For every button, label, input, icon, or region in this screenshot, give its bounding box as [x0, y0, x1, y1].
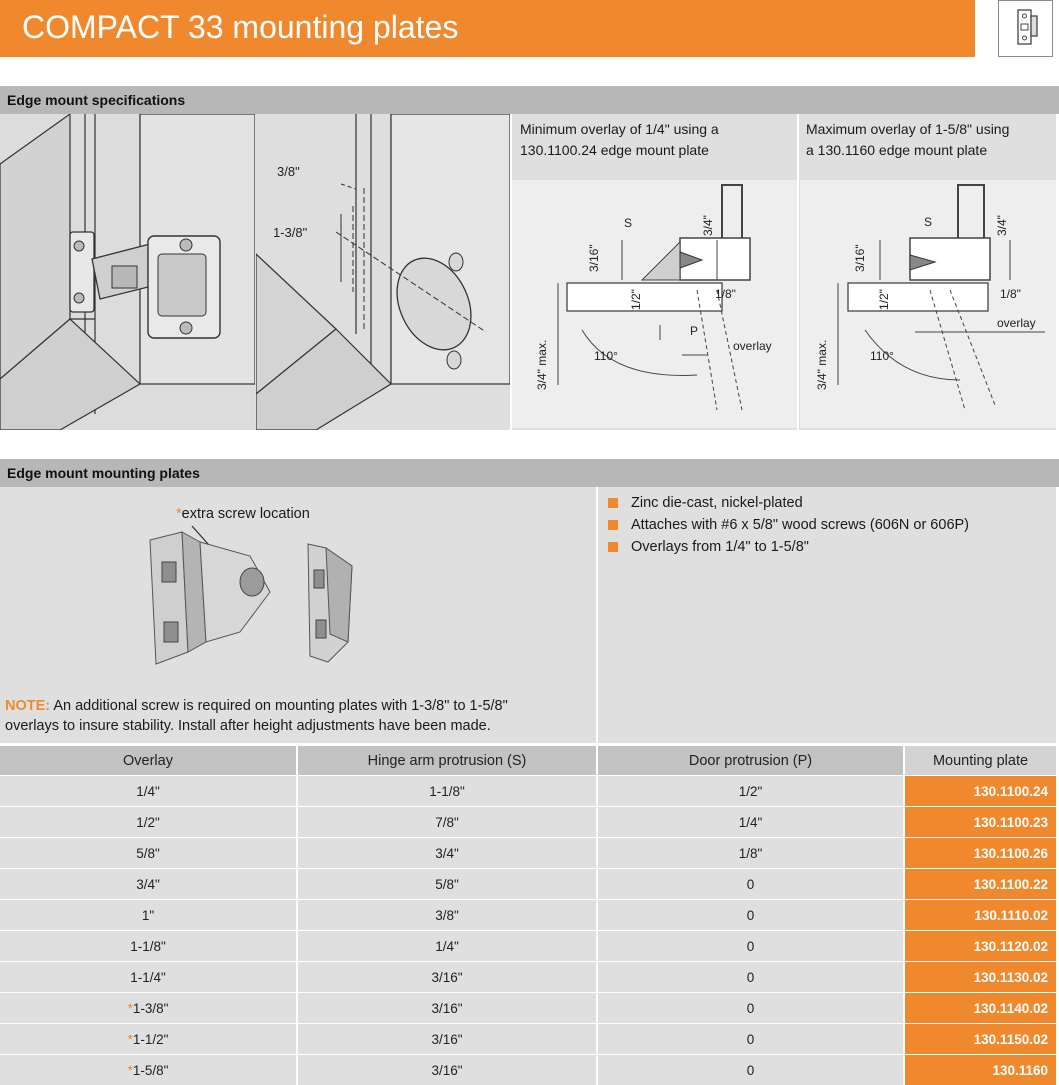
min-label-angle: 110° — [594, 349, 618, 363]
table-row — [0, 899, 1056, 930]
min-label-eighth: 1/8" — [715, 287, 736, 301]
hinge-arm-cell: 7/8" — [296, 806, 596, 837]
hinge-arm-cell: 3/16" — [296, 992, 596, 1023]
installation-note — [5, 696, 595, 736]
feature-list — [606, 492, 969, 558]
table-row — [0, 1054, 1056, 1085]
part-number-cell: 130.1160 — [903, 1054, 1056, 1085]
table-row — [0, 992, 1056, 1023]
panel-divider — [510, 114, 512, 430]
hinge-arm-cell: 1/4" — [296, 930, 596, 961]
table-row — [0, 775, 1056, 806]
door-protrusion-cell: 0 — [596, 1054, 903, 1085]
max-label-s: S — [924, 215, 933, 229]
table-row — [0, 930, 1056, 961]
max-label-half: 1/2" — [877, 289, 891, 310]
table-header-row — [0, 746, 1056, 775]
feature-item: Overlays from 1/4" to 1-5/8" — [606, 536, 969, 558]
door-protrusion-cell: 0 — [596, 1023, 903, 1054]
max-label-three-quarter: 3/4" — [995, 215, 1009, 236]
overlay-cell: 5/8" — [0, 837, 296, 868]
door-protrusion-cell: 0 — [596, 992, 903, 1023]
max-label-eighth: 1/8" — [1000, 287, 1021, 301]
table-row — [0, 1023, 1056, 1054]
part-number-cell: 130.1120.02 — [903, 930, 1056, 961]
max-label-three-sixteenths: 3/16" — [853, 244, 867, 272]
header-overlay: Overlay — [0, 746, 296, 775]
overlay-cell: *1-5/8" — [0, 1054, 296, 1085]
max-label-angle: 110° — [870, 349, 894, 363]
section-title: Edge mount mounting plates — [7, 465, 200, 481]
min-label-overlay: overlay — [733, 339, 772, 353]
note-text: overlays to insure stability. Install after height adjustments have been made. — [5, 718, 491, 734]
panel-divider — [797, 114, 799, 430]
hinge-arm-cell: 3/16" — [296, 1054, 596, 1085]
hinge-arm-cell: 3/8" — [296, 899, 596, 930]
overlay-cell: *1-1/2" — [0, 1023, 296, 1054]
part-number-cell: 130.1100.24 — [903, 775, 1056, 806]
part-number-cell: 130.1100.26 — [903, 837, 1056, 868]
max-overlay-caption: Maximum overlay of 1-5/8" using a 130.1160 edge mount plate — [806, 121, 1010, 158]
section-header-mounting-plates — [0, 459, 1059, 487]
section-title: Edge mount specifications — [7, 92, 186, 108]
hinge-arm-cell: 3/16" — [296, 961, 596, 992]
overlay-cell: 1-1/4" — [0, 961, 296, 992]
note-text: An additional screw is required on mounting plates with 1-3/8" to 1-5/8" — [50, 698, 508, 714]
overlay-cell: 1" — [0, 899, 296, 930]
door-protrusion-cell: 1/2" — [596, 775, 903, 806]
header-mounting-plate: Mounting plate — [903, 746, 1056, 775]
overlay-cell: 1/2" — [0, 806, 296, 837]
table-row — [0, 961, 1056, 992]
overlay-cell: *1-3/8" — [0, 992, 296, 1023]
mounting-plate-icon — [998, 0, 1053, 57]
overlay-cell: 3/4" — [0, 868, 296, 899]
overlay-cell: 1-1/8" — [0, 930, 296, 961]
hinge-arm-cell: 3/16" — [296, 1023, 596, 1054]
table-row — [0, 868, 1056, 899]
feature-item: Attaches with #6 x 5/8" wood screws (606N or 606P) — [606, 514, 969, 536]
overlay-cell: 1/4" — [0, 775, 296, 806]
part-number-cell: 130.1150.02 — [903, 1023, 1056, 1054]
hinge-arm-cell: 3/4" — [296, 837, 596, 868]
door-protrusion-cell: 0 — [596, 961, 903, 992]
hinge-illustration — [0, 114, 255, 430]
min-overlay-caption: Minimum overlay of 1/4" using a 130.1100.24 edge mount plate — [520, 121, 719, 158]
door-protrusion-cell: 0 — [596, 930, 903, 961]
min-label-p: P — [690, 324, 699, 338]
door-protrusion-cell: 1/8" — [596, 837, 903, 868]
door-protrusion-cell: 1/4" — [596, 806, 903, 837]
mounting-plate-table — [0, 746, 1056, 1085]
min-label-three-quarter: 3/4" — [701, 215, 715, 236]
header-door-protrusion: Door protrusion (P) — [596, 746, 903, 775]
part-number-cell: 130.1100.23 — [903, 806, 1056, 837]
section-header-specifications — [0, 86, 1059, 114]
door-protrusion-cell: 0 — [596, 868, 903, 899]
max-label-overlay: overlay — [997, 316, 1036, 330]
label-three-eighths: 3/8" — [277, 164, 300, 179]
page-title: COMPACT 33 mounting plates — [22, 9, 459, 45]
part-number-cell: 130.1100.22 — [903, 868, 1056, 899]
min-label-three-sixteenths: 3/16" — [587, 244, 601, 272]
door-protrusion-cell: 0 — [596, 899, 903, 930]
label-one-three-eighths: 1-3/8" — [273, 225, 308, 240]
min-label-max: 3/4" max. — [535, 339, 549, 390]
note-label: NOTE: — [5, 698, 51, 714]
min-label-s: S — [624, 216, 633, 230]
part-number-cell: 130.1140.02 — [903, 992, 1056, 1023]
min-label-half: 1/2" — [629, 289, 643, 310]
table-row — [0, 806, 1056, 837]
max-overlay-diagram — [800, 180, 1056, 428]
feature-item: Zinc die-cast, nickel-plated — [606, 492, 969, 514]
mounting-plate-illustration — [130, 522, 370, 672]
header-hinge-arm-protrusion: Hinge arm protrusion (S) — [296, 746, 596, 775]
drilling-diagram — [256, 114, 510, 430]
extra-screw-callout: *extra screw location — [176, 506, 310, 522]
part-number-cell: 130.1110.02 — [903, 899, 1056, 930]
hinge-arm-cell: 5/8" — [296, 868, 596, 899]
max-label-max: 3/4" max. — [815, 339, 829, 390]
part-number-cell: 130.1130.02 — [903, 961, 1056, 992]
min-overlay-diagram — [512, 180, 797, 428]
hinge-arm-cell: 1-1/8" — [296, 775, 596, 806]
table-row — [0, 837, 1056, 868]
